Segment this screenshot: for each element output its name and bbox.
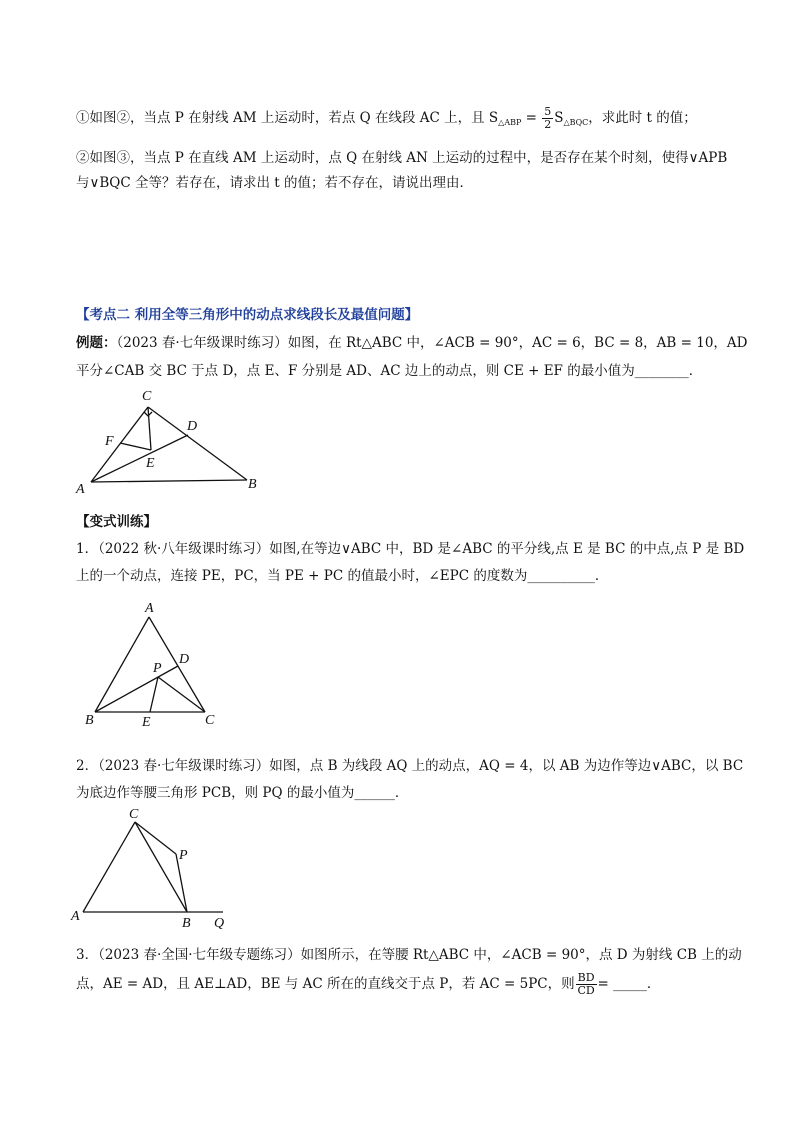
fraction-denominator: 2 <box>544 118 552 131</box>
problem-2-figure <box>68 804 238 932</box>
question-1 <box>76 106 697 131</box>
label-p: P <box>179 848 188 863</box>
area-subscript-1: △ABP <box>498 118 522 127</box>
fraction-numerator: 5 <box>544 105 552 118</box>
problem-2-line-1: 2．（2023 春·七年级课时练习）如图，点 B 为线段 AQ 上的动点，AQ = 4，以 AB 为边作等边∨ABC，以 BC <box>76 758 744 774</box>
question-2-line-2: 与∨BQC 全等？若存在，请求出 t 的值；若不存在，请说出理由． <box>76 175 473 191</box>
problem-3-line-1: 3．（2023 春·全国·七年级专题练习）如图所示，在等腰 Rt△ABC 中，∠ACB = 90°，点 D 为射线 CB 上的动 <box>76 947 742 963</box>
label-p: P <box>153 661 162 676</box>
problem-3-tail: = _____． <box>597 976 661 992</box>
fraction-bd-cd <box>576 972 597 997</box>
example-line-1 <box>76 331 748 351</box>
example-text: （2023 春·七年级课时练习）如图，在 Rt△ABC 中，∠ACB = 90°，AC = 6，BC = 8，AB = 10，AD <box>116 335 748 351</box>
segment-cp <box>135 822 176 854</box>
equals-sign: = <box>521 110 542 126</box>
problem-3-text: 点，AE = AD，且 AE⊥AD，BE 与 AC 所在的直线交于点 P，若 AC = 5PC，则 <box>76 976 575 992</box>
area-subscript-2: △BQC <box>563 118 589 127</box>
side-cb <box>148 407 247 480</box>
label-f: F <box>105 434 114 449</box>
question-1-tail: ，求此时 t 的值； <box>588 110 697 126</box>
example-line-2: 平分∠CAB 交 BC 于点 D，点 E、F 分别是 AD、AC 边上的动点，则 CE + EF 的最小值为________． <box>76 363 703 379</box>
example-label: 例题： <box>76 335 117 351</box>
side-ac <box>83 822 135 912</box>
example-figure <box>70 385 270 495</box>
label-c: C <box>129 807 139 822</box>
section-heading: 【考点二 利用全等三角形中的动点求线段长及最值问题】 <box>76 307 419 323</box>
label-b: B <box>85 713 94 728</box>
question-1-text: 如图②，当点 P 在射线 AM 上运动时，若点 Q 在线段 AC 上，且 S <box>89 110 499 126</box>
problem-2-line-2: 为底边作等腰三角形 PCB，则 PQ 的最小值为______． <box>76 785 409 801</box>
variant-heading: 【变式训练】 <box>76 514 157 530</box>
fraction-numerator: BD <box>577 971 595 984</box>
fraction-5-2 <box>542 106 553 131</box>
label-b: B <box>182 916 191 931</box>
label-d: D <box>187 419 198 434</box>
label-d: D <box>179 652 190 667</box>
label-q: Q <box>214 916 225 931</box>
segment-ef <box>120 443 151 450</box>
fraction-denominator: CD <box>577 984 595 997</box>
segment-pc <box>158 677 205 712</box>
label-b: B <box>248 477 257 492</box>
side-ab <box>91 480 247 482</box>
label-c: C <box>142 389 152 404</box>
problem-3-line-2 <box>76 972 660 997</box>
segment-pe <box>150 677 158 712</box>
side-ac <box>91 407 148 482</box>
side-cb <box>135 822 187 912</box>
label-e: E <box>142 715 151 730</box>
area-symbol-2: S <box>554 110 564 126</box>
question-2-line-1: ②如图③，当点 P 在直线 AM 上运动时，点 Q 在射线 AN 上运动的过程中，是否存在某个时刻，使得∨APB <box>76 150 728 166</box>
label-a: A <box>71 909 80 924</box>
problem-1-line-2: 上的一个动点，连接 PE，PC，当 PE + PC 的值最小时，∠EPC 的度数为__________． <box>76 568 609 584</box>
label-a: A <box>145 601 154 616</box>
question-1-marker: ① <box>76 110 90 126</box>
problem-1-figure <box>80 600 230 730</box>
label-a: A <box>76 482 85 495</box>
label-c: C <box>205 713 215 728</box>
problem-1-line-1: 1．（2022 秋·八年级课时练习）如图,在等边∨ABC 中，BD 是∠ABC 的平分线,点 E 是 BC 的中点,点 P 是 BD <box>76 541 745 557</box>
label-e: E <box>146 456 155 471</box>
